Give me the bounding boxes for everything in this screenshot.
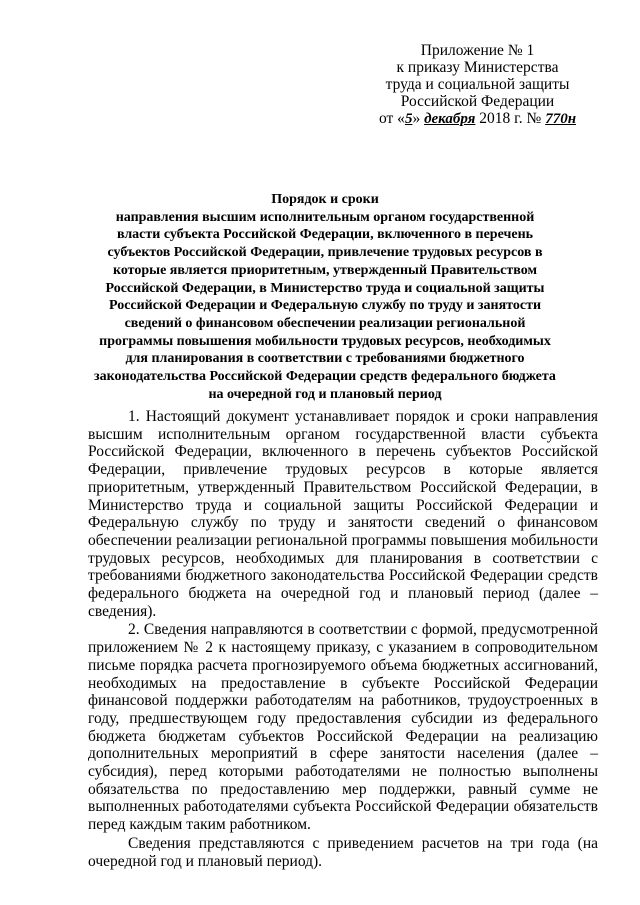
title-line: Российской Федерации и Федеральную службу по труду и занятости: [108, 298, 542, 314]
title-line: власти субъекта Российской Федерации, включенного в перечень: [116, 227, 534, 243]
paragraph-1: 1. Настоящий документ устанавливает порядок и сроки направления высшим исполнительным органом государственной власти субъекта Российской Федерации, включенного в перечень субъектов Российской Федерации, привлечение трудовых ресурсов в которые является приоритетным, утвержденный Правительством Российской Федерации, в Министерство труда и социальной защиты Российской Федерации и Федеральную службу по труду и занятости сведений о финансовом обеспечении реализации региональной программы повышения мобильности трудовых ресурсов, необходимых для планирования в соответствии с требованиями бюджетного законодательства Российской Федерации средств федерального бюджета на очередной год и плановый период (далее – сведения).: [88, 408, 598, 620]
title-line: которые является приоритетным, утвержденный Правительством: [112, 262, 537, 278]
document-body: [88, 408, 598, 870]
date-prefix: от «: [378, 110, 405, 127]
title-line: Порядок и сроки: [271, 192, 379, 207]
appendix-order-ref: к приказу Министерства: [396, 59, 559, 76]
title-line: направления высшим исполнительным органом государственной: [115, 209, 535, 225]
title-line: программы повышения мобильности трудовых ресурсов, необходимых: [99, 333, 551, 349]
date-suffix: 2018 г. №: [475, 110, 546, 127]
appendix-number: Приложение № 1: [420, 42, 535, 59]
title-line: законодательства Российской Федерации средств федерального бюджета: [94, 369, 556, 385]
title-line: Российской Федерации, в Министерство труда и социальной защиты: [105, 280, 545, 296]
document-title: [80, 191, 570, 403]
title-line: субъектов Российской Федерации, привлечение трудовых ресурсов в: [107, 245, 543, 261]
handwritten-month: декабря: [424, 111, 476, 127]
title-line: сведений о финансовом обеспечении реализации региональной: [124, 315, 526, 331]
paragraph-3: Сведения представляются с приведением расчетов на три года (на очередной год и плановый период).: [88, 834, 598, 870]
appendix-header: [345, 42, 610, 128]
appendix-country: Российской Федерации: [400, 93, 555, 110]
paragraph-2: 2. Сведения направляются в соответствии с формой, предусмотренной приложением № 2 к настоящему приказу, с указанием в сопроводительном письме порядка расчета прогнозируемого объема бюджетных ассигнований, необходимых на предоставление в субъекте Российской Федерации финансовой поддержки работодателям на работников, трудоустроенных в году, предшествующем году предоставления субсидии из федерального бюджета бюджетам субъектов Российской Федерации на реализацию дополнительных мероприятий в сфере занятости населения (далее – субсидия), перед которыми работодателями не полностью выполнены обязательства по предоставлению мер поддержки, равный сумме не выполненных работодателями субъекта Российской Федерации обязательств перед каждым таким работником.: [88, 621, 598, 834]
appendix-ministry: труда и социальной защиты: [385, 76, 570, 93]
title-line: для планирования в соответствии с требованиями бюджетного: [125, 351, 525, 367]
title-line: на очередной год и плановый период: [208, 386, 442, 402]
handwritten-order-number: 770н: [545, 111, 577, 127]
appendix-date-line: [345, 110, 610, 128]
date-mid: »: [412, 110, 425, 127]
handwritten-day: 5: [404, 111, 413, 127]
